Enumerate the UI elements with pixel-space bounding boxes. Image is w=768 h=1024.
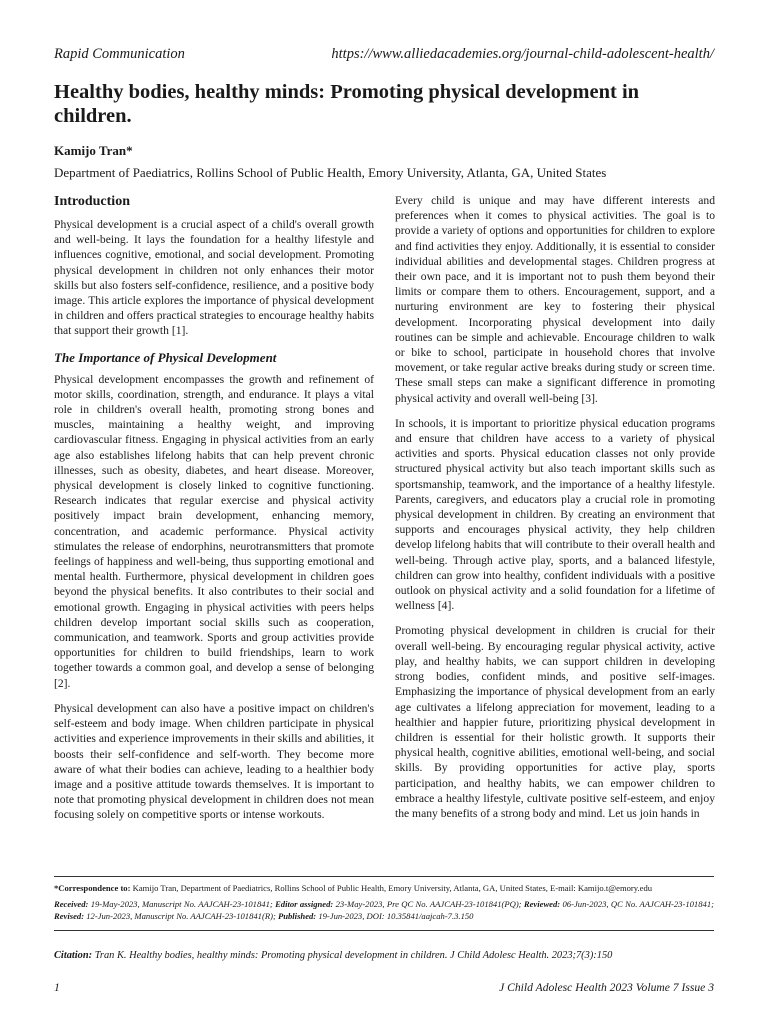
correspondence-text: Kamijo Tran, Department of Paediatrics, Rollins School of Public Health, Emory University, Atlanta, GA, United States, E-mail: Kamijo.t@emory.edu xyxy=(130,883,653,893)
citation-label: Citation: xyxy=(54,950,93,961)
importance-heading: The Importance of Physical Development xyxy=(54,349,277,365)
importance-paragraph-2: Physical development can also have a positive impact on children's self-esteem and body image. When children participate in physical activities and experience improvements in their skills and abilities, it boosts their self-confidence and self-worth. They become more aware of what their bodies can achieve, leading to a healthier body image and a positive attitude towards themselves. It is important to note that promoting physical development in children does not mean focusing solely on competitive sports or intense workouts. xyxy=(54,701,374,822)
importance-paragraph-1: Physical development encompasses the growth and refinement of motor skills, coordination, strength, and endurance. It plays a vital role in children's overall health, promoting strong bones and muscles, maintaining a healthy weight, and improving cardiovascular fitness. Engaging in physical activities from an early age also establishes lifelong habits that can help prevent chronic illnesses, such as obesity, diabetes, and heart disease. Moreover, physical development is closely linked to cognitive functioning. Research indicates that regular exercise and physical activity positively impact brain development, enhancing memory, concentration, and academic performance. Physical activity stimulates the release of endorphins, neurotransmitters that promote feelings of happiness and well-being, thus supporting emotional and mental health. Furthermore, physical development in children goes beyond the physical benefits. It also contributes to their social and emotional growth. Engaging in physical activities with peers helps children develop important social skills such as cooperation, communication, and teamwork. Sports and group activities provide opportunities for children to build friendships, learn to work together towards a common goal, and develop a sense of belonging [2]. xyxy=(54,372,374,690)
dates-note xyxy=(54,898,714,922)
introduction-paragraph: Physical development is a crucial aspect of a child's overall growth and well-being. It lays the foundation for a healthy lifestyle and influences cognitive, emotional, and social development. Promoting physical development in children not only enhances their motor skills but also fosters self-confidence, resilience, and a positive body image. This article explores the importance of physical development in children and offers practical strategies to encourage healthy habits that support their growth [1]. xyxy=(54,218,374,338)
received-label: Received: xyxy=(54,899,89,909)
right-column xyxy=(395,193,715,831)
revised-text: 12-Jun-2023, Manuscript No. AAJCAH-23-101841(R); xyxy=(84,911,278,921)
journal-url[interactable]: https://www.alliedacademies.org/journal-child-adolescent-health/ xyxy=(331,46,714,62)
page-number: 1 xyxy=(54,981,60,994)
citation xyxy=(54,950,714,961)
footnote-rule-bottom xyxy=(54,930,714,931)
published-label: Published: xyxy=(277,911,317,921)
editor-text: 23-May-2023, Pre QC No. AAJCAH-23-101841(PQ); xyxy=(333,899,524,909)
published-text: 19-Jun-2023, DOI: 10.35841/aajcah-7.3.150 xyxy=(316,911,474,921)
citation-text: Tran K. Healthy bodies, healthy minds: Promoting physical development in children. J Child Adolesc Health. 2023;7(3):150 xyxy=(92,950,613,961)
right-paragraph-1: Every child is unique and may have different interests and preferences when it comes to physical activities. The goal is to provide a variety of options and opportunities for children to explore and find activities they enjoy. Additionally, it is essential to consider individual abilities and developmental stages. Children progress at their own pace, and it is important not to push them beyond their limits or compare them to others. Encouragement, support, and a nurturing environment are key to fostering their physical development. Incorporating physical development into daily routines can be simple and achievable. Encourage children to walk or bike to school, participate in household chores that involve movement, or take regular active breaks during study or screen time. These small steps can make a significant difference in promoting physical activity and overall well-being [3]. xyxy=(395,194,715,405)
received-text: 19-May-2023, Manuscript No. AAJCAH-23-101841; xyxy=(88,899,276,909)
revised-label: Revised: xyxy=(54,911,85,921)
editor-label: Editor assigned: xyxy=(275,899,334,909)
author-name: Kamijo Tran* xyxy=(54,143,133,158)
left-column xyxy=(54,193,374,833)
correspondence-label: *Correspondence to: xyxy=(54,883,131,893)
footnote-rule-top xyxy=(54,876,714,877)
article-title: Healthy bodies, healthy minds: Promoting physical development in children. xyxy=(54,81,640,127)
article-type: Rapid Communication xyxy=(54,46,185,62)
introduction-heading: Introduction xyxy=(54,194,130,209)
right-paragraph-2: In schools, it is important to prioritize physical education programs and ensure that children have access to a variety of physical activities and sports. Physical education classes not only provide structured physical activity but also teach important skills such as sportsmanship, teamwork, and the importance of a healthy lifestyle. Parents, caregivers, and educators play a crucial role in promoting physical development in children. By creating an environment that supports and encourages physical activity, they help children develop lifelong habits that will contribute to their overall health and well-being. Through active play, sports, and a balanced lifestyle, children can grow into healthy, confident individuals with a positive outlook on physical activity and a solid foundation for a lifetime of wellness [4]. xyxy=(395,416,715,613)
journal-issue: J Child Adolesc Health 2023 Volume 7 Issue 3 xyxy=(499,981,714,994)
reviewed-label: Reviewed: xyxy=(523,899,561,909)
correspondence-note xyxy=(54,882,714,894)
reviewed-text: 06-Jun-2023, QC No. AAJCAH-23-101841; xyxy=(560,899,714,909)
author-affiliation: Department of Paediatrics, Rollins School of Public Health, Emory University, Atlanta, GA, United States xyxy=(54,165,607,180)
right-paragraph-3: Promoting physical development in children is crucial for their overall well-being. By encouraging regular physical activity, active play, and healthy habits, we can support children in developing strong bodies, confident minds, and positive self-images. Emphasizing the importance of physical development from an early age cultivates a lifelong appreciation for movement, leading to a healthier and happier future, prioritizing physical development in children is essential for their holistic growth. It supports their physical health, cognitive abilities, emotional well-being, and social skills. By providing opportunities for active play, sports participation, and healthy habits, we can empower children to embrace a healthy lifestyle, cultivate positive self-esteem, and enjoy the many benefits of a strong body and mind. Let us join hands in xyxy=(395,624,715,820)
running-header xyxy=(54,46,714,66)
